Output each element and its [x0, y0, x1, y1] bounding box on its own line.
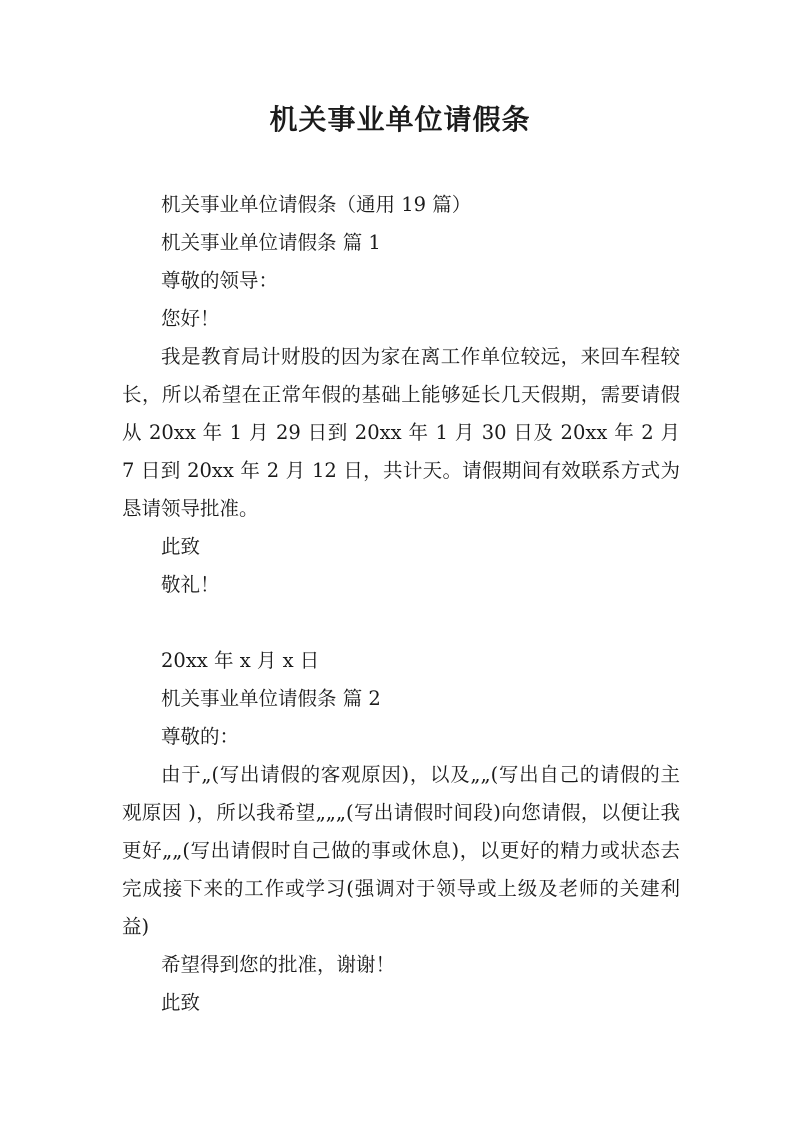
date-line: 20xx 年 x 月 x 日 [161, 649, 320, 672]
salutation: 尊敬的领导： [161, 269, 279, 292]
greeting: 您好！ [161, 307, 220, 330]
paragraph-body-1: 我是教育局计财股的因为家在离工作单位较远，来回车程较长，所以希望在正常年假的基础上能够延长几天假期，需要请假从 20xx 年 1 月 29 日到 20xx 年 1 月 30 日及 20xx 年 2 月 7 日到 20xx 年 2 月 12 日，共计天。请假期间有效联系方式为恳请领导批准。 [122, 345, 680, 520]
blank-line [122, 604, 680, 642]
section-heading-2: 机关事业单位请假条 篇 2 [161, 687, 381, 710]
paragraph-body-2: 由于„(写出请假的客观原因)，以及„„(写出自己的请假的主观原因 )，所以我希望„„„(写出请假时间段)向您请假，以便让我更好„„(写出请假时自己做的事或休息)，以更好的精力或状态去完成接下来的工作或学习(强调对于领导或上级及老师的关建利益) [122, 763, 680, 938]
document-body [122, 186, 680, 1022]
paragraph-thanks: 希望得到您的批准，谢谢！ [161, 953, 396, 976]
closing-ci-zhi: 此致 [161, 535, 201, 558]
closing-ci-zhi-2: 此致 [161, 991, 201, 1014]
paragraph-subtitle: 机关事业单位请假条（通用 19 篇） [161, 193, 472, 216]
document-title: 机关事业单位请假条 [269, 103, 531, 136]
salutation-2: 尊敬的： [161, 725, 240, 748]
closing-jing-li: 敬礼！ [161, 573, 220, 596]
section-heading-1: 机关事业单位请假条 篇 1 [161, 231, 381, 254]
